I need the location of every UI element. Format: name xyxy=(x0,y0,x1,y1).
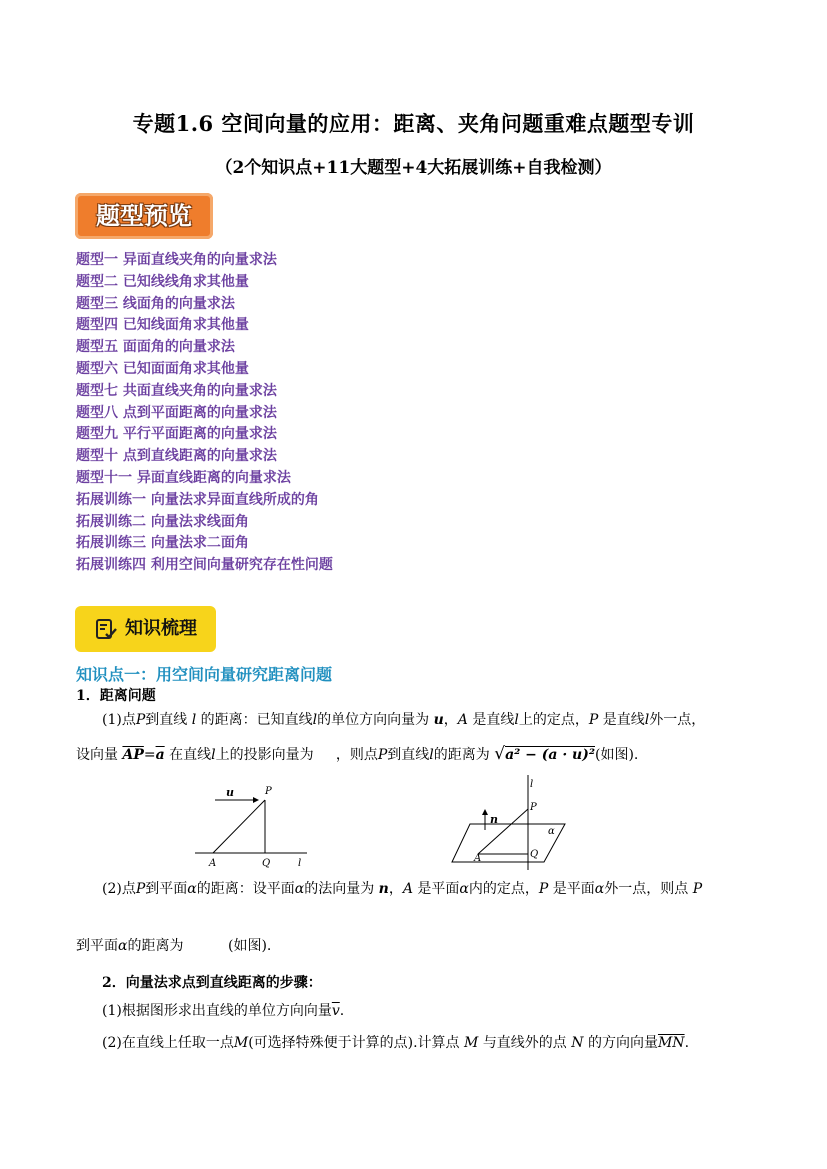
toc-item[interactable]: 拓展训练三 向量法求二面角 xyxy=(76,535,249,552)
var-P: P xyxy=(588,712,599,728)
var-A: A xyxy=(402,881,413,897)
paragraph-projection xyxy=(76,744,638,764)
toc-item[interactable]: 题型二 已知线线角求其他量 xyxy=(76,273,249,290)
text: . xyxy=(339,1003,345,1019)
section-heading: 1．距离问题 xyxy=(76,688,156,704)
question-type-list xyxy=(76,250,333,577)
toc-item[interactable]: 题型十 点到直线距离的向量求法 xyxy=(76,448,277,465)
text: ， xyxy=(443,712,458,728)
question-types-preview-banner xyxy=(75,193,213,239)
toc-item[interactable]: 题型七 共面直线夹角的向量求法 xyxy=(76,382,277,399)
toc-item[interactable]: 题型九 平行平面距离的向量求法 xyxy=(76,426,277,443)
var-P: P xyxy=(692,881,703,897)
var-l: l xyxy=(514,712,519,728)
text: 上的投影向量为 xyxy=(215,747,314,763)
toc-item[interactable]: 拓展训练二 向量法求线面角 xyxy=(76,513,249,530)
toc-item[interactable]: 题型四 已知线面角求其他量 xyxy=(76,317,249,334)
label-A: A xyxy=(474,853,482,864)
toc-item[interactable]: 题型三 线面角的向量求法 xyxy=(76,295,235,312)
label-Q: Q xyxy=(262,858,271,869)
paragraph-point-to-line xyxy=(102,709,705,729)
text: 的法向量为 xyxy=(304,881,375,897)
page-subtitle: （2个知识点+11大题型+4大拓展训练+自我检测） xyxy=(215,158,612,178)
label-n: n xyxy=(490,813,498,826)
var-A: A xyxy=(457,712,468,728)
banner-label: 知识梳理 xyxy=(125,618,197,639)
paragraph-plane-distance xyxy=(76,935,271,955)
var-N: N xyxy=(571,1035,584,1051)
text: 是平面 xyxy=(552,881,595,897)
text: (如图). xyxy=(227,938,272,954)
var-alpha: α xyxy=(459,881,469,897)
var-alpha: α xyxy=(118,938,128,954)
checklist-icon xyxy=(94,617,118,641)
figure-point-to-plane xyxy=(448,775,578,870)
var-l: l xyxy=(312,712,318,728)
toc-item[interactable]: 题型八 点到平面距离的向量求法 xyxy=(76,404,277,421)
text: 是直线 xyxy=(472,712,515,728)
vector-AP: $\overline{AP}$ xyxy=(122,747,144,763)
var-P: P xyxy=(135,881,146,897)
text: 的方向向量 xyxy=(587,1035,658,1051)
text: 上的定点， xyxy=(518,712,589,728)
label-A: A xyxy=(209,858,217,869)
knowledge-point-heading: 知识点一：用空间向量研究距离问题 xyxy=(76,665,333,684)
text: (2)在直线上任取一点 xyxy=(102,1035,234,1051)
distance-formula: a² − (a · u)² xyxy=(505,747,595,763)
text: (1)根据图形求出直线的单位方向向量 xyxy=(102,1003,332,1019)
label-Q: Q xyxy=(530,849,539,860)
var-l: l xyxy=(429,747,434,763)
knowledge-review-banner xyxy=(75,606,216,652)
vector-n: n xyxy=(378,881,389,897)
var-M: M xyxy=(464,1035,479,1051)
label-P: P xyxy=(265,786,272,797)
var-l: l xyxy=(211,747,216,763)
text: (2)点 xyxy=(102,881,136,897)
text: 设向量 xyxy=(76,747,118,763)
text: ， xyxy=(388,881,403,897)
toc-item[interactable]: 拓展训练四 利用空间向量研究存在性问题 xyxy=(76,557,333,574)
var-P: P xyxy=(377,747,388,763)
toc-item[interactable]: 题型六 已知面面角求其他量 xyxy=(76,360,249,377)
label-alpha: α xyxy=(548,826,555,837)
text: = xyxy=(143,747,156,763)
vector-a: $\overline{a}$ xyxy=(155,747,165,763)
text: 与直线外的点 xyxy=(482,1035,567,1051)
vector-u: u xyxy=(433,712,444,728)
text: 是直线 xyxy=(602,712,645,728)
var-alpha: α xyxy=(187,881,197,897)
step-1 xyxy=(102,1000,344,1020)
step-2 xyxy=(102,1032,689,1052)
text: 外一点，则点 xyxy=(604,881,689,897)
text: 的单位方向向量为 xyxy=(317,712,430,728)
vector-v: $\overline{v}$ xyxy=(331,1003,340,1019)
text: 的距离：已知直线 xyxy=(200,712,313,728)
text: 内的定点， xyxy=(468,881,539,897)
vector-MN: $\overline{MN}$ xyxy=(657,1035,685,1051)
toc-item[interactable]: 拓展训练一 向量法求异面直线所成的角 xyxy=(76,491,319,508)
sqrt-sign: √ xyxy=(494,744,506,764)
toc-item[interactable]: 题型一 异面直线夹角的向量求法 xyxy=(76,252,277,268)
text: (1)点 xyxy=(102,712,136,728)
toc-item[interactable]: 题型五 面面角的向量求法 xyxy=(76,339,235,356)
label-u: u xyxy=(226,786,234,799)
var-l: l xyxy=(191,712,197,728)
text: 的距离：设平面 xyxy=(196,881,295,897)
var-l: l xyxy=(644,712,650,728)
figure-point-to-line xyxy=(195,780,325,870)
label-P: P xyxy=(530,802,537,813)
var-M: M xyxy=(233,1035,249,1051)
paragraph-point-to-plane xyxy=(102,878,702,898)
text: 的距离为 xyxy=(127,938,184,954)
page-title: 专题1.6 空间向量的应用：距离、夹角问题重难点题型专训 xyxy=(132,111,695,136)
text: 到平面 xyxy=(76,938,118,954)
text: 到直线 xyxy=(145,712,188,728)
var-P: P xyxy=(135,712,146,728)
text: 是平面 xyxy=(417,881,460,897)
text: . xyxy=(684,1035,690,1051)
text: ，则点 xyxy=(335,747,378,763)
var-P: P xyxy=(538,881,549,897)
toc-item[interactable]: 题型十一 异面直线距离的向量求法 xyxy=(76,469,291,486)
banner-label: 题型预览 xyxy=(96,201,192,230)
section-heading: 2．向量法求点到直线距离的步骤： xyxy=(102,975,322,991)
text: 外一点， xyxy=(649,712,706,728)
text: 到平面 xyxy=(145,881,188,897)
text: 的距离为 xyxy=(433,747,490,763)
text: (如图). xyxy=(595,747,639,763)
text: 在直线 xyxy=(169,747,212,763)
label-l: l xyxy=(530,779,534,790)
text: 到直线 xyxy=(387,747,430,763)
var-alpha: α xyxy=(594,881,605,897)
text: (可选择特殊便于计算的点).计算点 xyxy=(248,1035,460,1051)
var-alpha: α xyxy=(294,881,305,897)
label-l: l xyxy=(298,858,302,869)
